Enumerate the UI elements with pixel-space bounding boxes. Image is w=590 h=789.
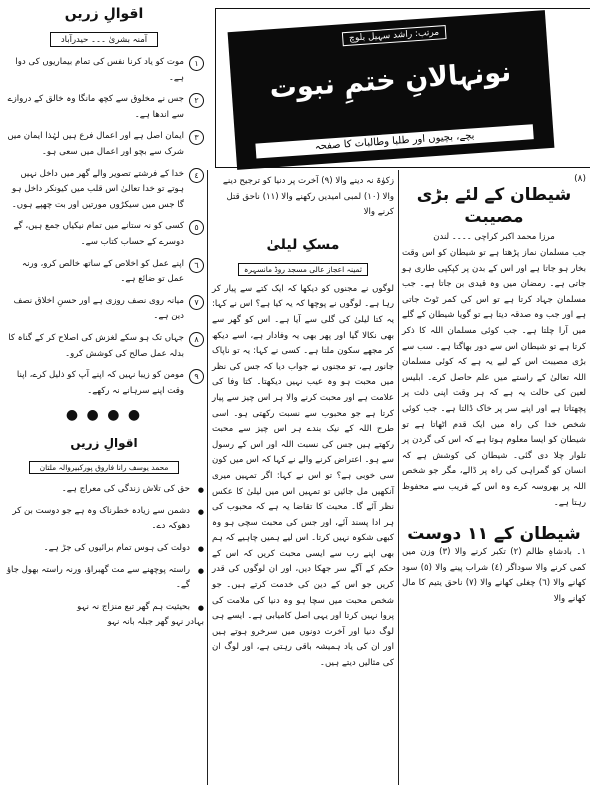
banner-editor: مرتب: راشد سہیل بلوچ bbox=[342, 25, 447, 46]
aqwal-item bbox=[4, 92, 204, 123]
aqwal-item-number: ٧ bbox=[189, 295, 204, 310]
aqwal-item-number: ٨ bbox=[189, 332, 204, 347]
banner-title: نونہالانِ ختمِ نبوت bbox=[268, 56, 513, 105]
column-divider-right bbox=[398, 170, 399, 785]
aqwal-item bbox=[4, 257, 204, 288]
aqwal-list bbox=[4, 55, 204, 399]
middle-contributor: ثمینہ اعجاز عالی مسجد روڈ مانسہرہ bbox=[238, 263, 368, 276]
aqwal-item-text: خدا کے فرشتے تصویر والے گھر میں داخل نہیں ہوتے تو خدا تعالیٰ اس قلب میں کیونکر داخل ہو گا جس میں سیکڑوں مورتیں اور بت چھپے ہوں۔ bbox=[11, 168, 184, 210]
aqwal-item-text: مومن کو زیبا نہیں کہ اپنے آپ کو ذلیل کرے، اپنا وقت اپنے سرہانے نہ رکھے۔ bbox=[16, 370, 184, 396]
right-title2: شیطان کے ١١ دوست bbox=[407, 524, 581, 545]
aqwal-item-number: ١ bbox=[189, 56, 204, 71]
aqwal2-tail1: ● بحیثیت ہم گھر تبع منزاج نہ نہو bbox=[4, 600, 204, 616]
aqwal-item bbox=[4, 129, 204, 160]
right-body: جب مسلمان نماز پڑھتا ہے تو شیطان کو اس وقت بخار ہو جاتا ہے اور اس کے بدن پر کپکپی طاری ہو جاتی ہے۔ رمضان میں وہ قیدی بن جاتا ہے۔ جب مسلمان جہاد کرتا ہے تو اس کی کمر ٹوٹ جاتی ہے اور جب وہ صدقہ دیتا ہے تو گویا شیطان کے گلے میں آرا چلتا ہے۔ جب کوئی مسلمان اللہ کا ذکر کرتا ہے تو شیطان اس سے دور بھاگتا ہے۔ سب سے بڑی مصیبت اس کے لیے یہ ہے کہ کوئی مسلمان اللہ تعالیٰ کے راستے میں علم حاصل کرے۔ ابلیس لعین کی حالت یہ ہے کہ ہر وقت اپنی ذلت پر پچھتاتا ہے اور اپنے سر پر خاک ڈالتا ہے۔ جب کوئی شخص خدا کی راہ میں ایک قدم اٹھاتا ہے تو شیطان کو ایسا معلوم ہوتا ہے کہ اس کی گردن پر تلوار چلا دی گئی۔ شیطان کی کوشش ہے کہ انسان کو گمراہی کی راہ پر ڈالے، مگر جو شخص اللہ پر بھروسہ کرے وہ اس کے فریب سے محفوظ رہتا ہے۔ bbox=[402, 248, 586, 508]
column-divider-left bbox=[207, 170, 208, 785]
aqwal-item bbox=[4, 55, 204, 86]
right-contributor: مرزا محمد اکبر کراچی ۔۔۔۔ لندن bbox=[433, 232, 555, 242]
right-column bbox=[402, 174, 586, 607]
aqwal-item-number: ٦ bbox=[189, 258, 204, 273]
aqwal2-tail2: بہادر نہو گھر جبلہ بانہ نہو bbox=[107, 617, 204, 628]
banner bbox=[215, 8, 590, 168]
aqwal-item-text: جہاں تک ہو سکے لغزش کی اصلاح کر کے گناہ کا بدلہ عمل صالح کی کوشش کرو۔ bbox=[8, 332, 184, 359]
aqwal-item-text: کسی کو نہ ستانے میں تمام نیکیاں جمع ہیں، گے دوسرے کے حساب کتاب سے۔ bbox=[13, 221, 184, 247]
aqwal-item bbox=[4, 219, 204, 250]
aqwal-item-number: ٥ bbox=[189, 220, 204, 235]
aqwal2-title: اقوالِ زریں bbox=[70, 436, 138, 451]
right-title: شیطان کے لئے بڑی مصیبت bbox=[416, 185, 572, 227]
aqwal-item bbox=[4, 294, 204, 325]
aqwal-item bbox=[4, 368, 204, 399]
banner-subtitle: بچے، بچیوں اور طلبا وطالبات کا صفحہ bbox=[255, 124, 533, 158]
middle-body: لوگوں نے مجنوں کو دیکھا کہ ایک کتے سے پیار کر رہا ہے۔ لوگوں نے پوچھا کہ یہ کیا ہے؟ اس نے کہا: یہ کتا لیلیٰ کی گلی سے آیا ہے۔ اس کو گھر سے بھی نکالا گیا اور پھر بھی یہ وفادار ہے، اسے دیکھ کر مجھے سکون ملتا ہے۔ کسی نے کہا: یہ تو ناپاک جانور ہے، تو مجنوں نے جواب دیا کہ جس کی نظر میں محبت ہو وہ عیب نہیں دیکھتا۔ کتا وفا کی علامت ہے اور محبت کرنے والا ہر اس چیز سے پیار کرتا ہے جو محبوب سے نسبت رکھتی ہو۔ اسی طرح اللہ کے نیک بندے ہر اس چیز سے محبت رکھتے ہیں جس کی نسبت اللہ اور اس کے رسول سے ہو۔ اعتراض کرنے والے نے کہا کہ اس میں کون سی خوبی ہے؟ تو اس نے کہا: اگر تمہیں میری آنکھیں مل جائیں تو تمہیں اس میں لیلیٰ کا عکس نظر آئے گا۔ محبت کا تقاضا یہ ہے کہ محبوب کی ہر ادا پسند آئے، اور جس کی محبت سچی ہو وہ کبھی شکوہ نہیں کرتا۔ اس لیے ہمیں چاہیے کہ ہم بھی اپنے رب سے ایسی محبت کریں کہ اس کے حکم کے آگے سر جھکا دیں، اور ان لوگوں کی قدر کریں جو اس کے دین کی خدمت کرتے ہیں۔ جو شخص محبت میں سچا ہو وہ دنیا کی ملامت کی پروا نہیں کرتا اور یہی اصل کامیابی ہے۔ ایسے ہی لوگ دنیا اور آخرت دونوں میں سرخرو ہوتے ہیں اور ان کی یاد ہمیشہ باقی رہتی ہے، اور لوگ ان کی مثالیں دیتے ہیں۔ bbox=[212, 283, 394, 669]
aqwal-item bbox=[4, 167, 204, 214]
right-top-marker: (٨) bbox=[574, 174, 586, 184]
aqwal-item-text: ایمان اصل ہے اور اعمال فرع ہیں لہٰذا ایمان میں شرک سے بچو اور اعمال میں سعی ہو۔ bbox=[7, 131, 184, 157]
aqwal-item-text: اپنے عمل کو اخلاص کے ساتھ خالص کرو، ورنہ عمل تو ضائع ہے۔ bbox=[22, 258, 184, 285]
aqwal-item bbox=[4, 331, 204, 362]
aqwal-item-text: موت کو یاد کرنا نفس کی تمام بیماریوں کی دوا ہے۔ bbox=[15, 57, 184, 83]
middle-column bbox=[212, 174, 394, 672]
right-body2: ١۔ بادشاہِ ظالم (٢) تکبر کرنے والا (٣) وزن میں کمی کرنے والا سوداگر (٤) شراب پینے والا (٥) سود کھانے والا (٦) چغلی کھانے والا (٧) ناحق یتیم کا مال کھانے والا bbox=[402, 547, 586, 604]
aqwal-item-text: جس نے مخلوق سے کچھ مانگا وہ خالق کے دروازے سے اندھا ہے۔ bbox=[7, 94, 184, 120]
aqwal-dots: ● ● ● ● bbox=[65, 407, 143, 424]
banner-frame bbox=[228, 10, 555, 170]
aqwal-item-number: ٢ bbox=[189, 93, 204, 108]
aqwal-item-number: ٤ bbox=[189, 168, 204, 183]
aqwal2-list bbox=[4, 482, 204, 594]
middle-top-text: زکوٰۃ نہ دینے والا (٩) آخرت پر دنیا کو ترجیح دینے والا (١٠) لمبی امیدیں رکھنے والا (١١) ناحق قتل کرنے والا bbox=[222, 176, 394, 218]
aqwal2-item: ● دشمن سے زیادہ خطرناک وہ ہے جو دوست بن کر دھوکہ دے۔ bbox=[4, 504, 204, 535]
aqwal-contributor: آمنہ بشریٰ ۔۔۔ حیدرآباد bbox=[50, 32, 158, 47]
middle-title: مسکِ لیلیٰ bbox=[266, 236, 340, 253]
aqwal-column bbox=[4, 4, 204, 631]
aqwal2-item: ● راستہ پوچھنے سے مت گھبراؤ، ورنہ راستہ بھول جاؤ گے۔ bbox=[4, 563, 204, 594]
aqwal-item-number: ٩ bbox=[189, 369, 204, 384]
aqwal-title: اقوالِ زریں bbox=[64, 6, 144, 22]
aqwal-item-number: ٣ bbox=[189, 130, 204, 145]
aqwal2-item: ● دولت کی ہوس تمام برائیوں کی جڑ ہے۔ bbox=[4, 541, 204, 557]
aqwal-item-text: میانہ روی نصف روزی ہے اور حسنِ اخلاق نصف دین ہے۔ bbox=[13, 295, 184, 322]
aqwal2-contributor: محمد یوسف رانا فاروق پورکبیروالہ ملتان bbox=[29, 461, 180, 474]
aqwal2-item: ● حق کی تلاش زندگی کی معراج ہے۔ bbox=[4, 482, 204, 498]
